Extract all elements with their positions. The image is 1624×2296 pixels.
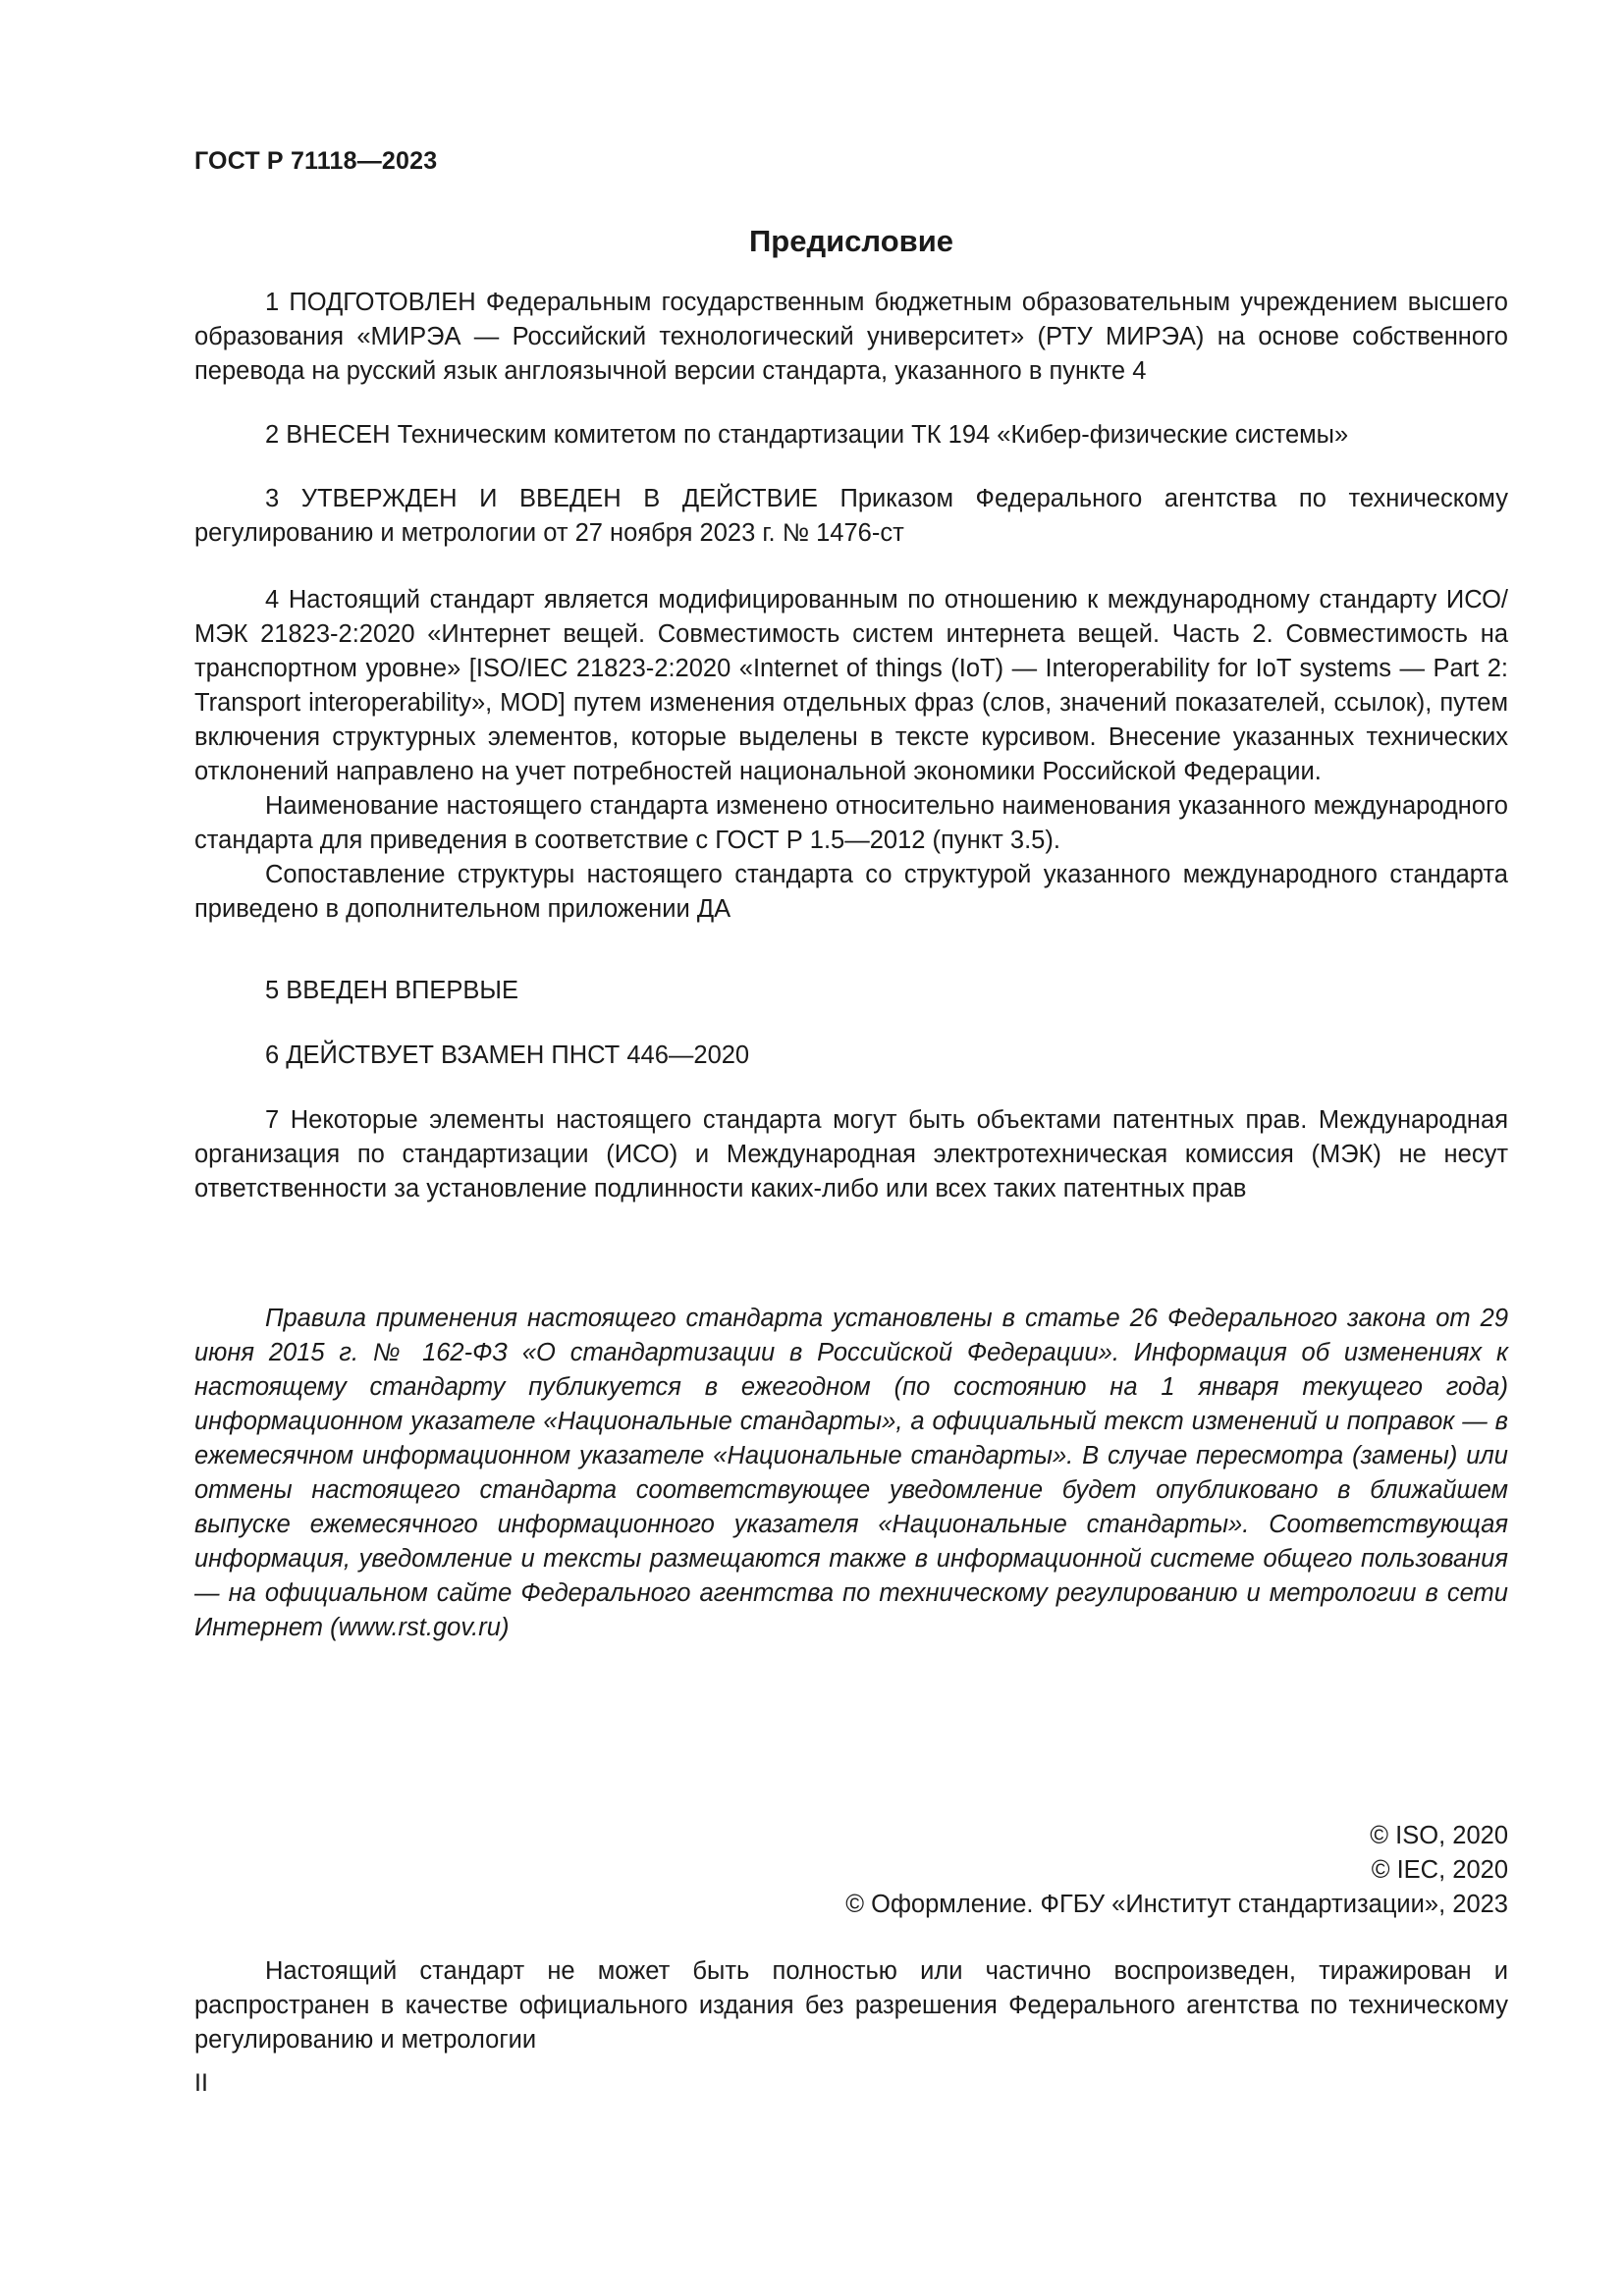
page-number: II xyxy=(194,2069,208,2097)
section-4-paragraph-3: Сопоставление структуры настоящего стандарта со структурой указанного международного стандарта приведено в дополнительном приложении ДА xyxy=(194,861,1508,923)
section-5 xyxy=(194,974,1508,1008)
copyright-iso: © ISO, 2020 xyxy=(1370,1822,1508,1849)
section-6 xyxy=(194,1039,1508,1073)
reproduction-notice-text: Настоящий стандарт не может быть полностью или частично воспроизведен, тиражирован и распространен в качестве официального издания без разрешения Федерального агентства по техническому регулированию и метрологии xyxy=(194,1957,1508,2054)
section-2-text: 2 ВНЕСЕН Техническим комитетом по стандартизации ТК 194 «Кибер-физические системы» xyxy=(265,421,1349,449)
reproduction-notice xyxy=(194,1954,1508,2057)
section-2 xyxy=(194,418,1508,453)
section-6-text: 6 ДЕЙСТВУЕТ ВЗАМЕН ПНСТ 446—2020 xyxy=(265,1041,750,1069)
section-7 xyxy=(194,1103,1508,1206)
section-5-text: 5 ВВЕДЕН ВПЕРВЫЕ xyxy=(265,977,519,1004)
document-code: ГОСТ Р 71118—2023 xyxy=(194,147,438,175)
section-4-paragraph-1: 4 Настоящий стандарт является модифицированным по отношению к международному стандарту ИСО/МЭК 21823-2:2020 «Интернет вещей. Совместимость систем интернета вещей. Часть 2. Совместимость на транспортном уровне» [ISO/IEC 21823-2:2020 «Internet of things (IoT) — Interoperability for IoT systems — Part 2: Transport interoperability», MOD] путем изменения отдельных фраз (слов, значений показателей, ссылок), путем включения структурных элементов, которые выделены в тексте курсивом. Внесение указанных технических отклонений направлено на учет потребностей национальной экономики Российской Федерации. xyxy=(194,586,1508,785)
section-1 xyxy=(194,286,1508,389)
section-4-paragraph-2: Наименование настоящего стандарта изменено относительно наименования указанного международного стандарта для приведения в соответствие с ГОСТ Р 1.5—2012 (пункт 3.5). xyxy=(194,792,1508,854)
section-3-text: 3 УТВЕРЖДЕН И ВВЕДЕН В ДЕЙСТВИЕ Приказом Федерального агентства по техническому регулированию и метрологии от 27 ноября 2023 г. № 1476-ст xyxy=(194,485,1508,547)
section-4 xyxy=(194,583,1508,927)
section-3 xyxy=(194,482,1508,551)
copyright-design: © Оформление. ФГБУ «Институт стандартизации», 2023 xyxy=(845,1891,1508,1918)
copyright-iec: © IEC, 2020 xyxy=(1371,1856,1508,1884)
section-1-text: 1 ПОДГОТОВЛЕН Федеральным государственным бюджетным образовательным учреждением высшего образования «МИРЭА — Российский технологический университет» (РТУ МИРЭА) на основе собственного перевода на русский язык англоязычной версии стандарта, указанного в пункте 4 xyxy=(194,289,1508,385)
copyright-block xyxy=(845,1819,1508,1922)
page-title: Предисловие xyxy=(748,224,953,258)
application-rules-text: Правила применения настоящего стандарта установлены в статье 26 Федерального закона от 29 июня 2015 г. № 162-ФЗ «О стандартизации в Российской Федерации». Информация об изменениях к настоящему стандарту публикуется в ежегодном (по состоянию на 1 января текущего года) информационном указателе «Национальные стандарты», а официальный текст изменений и поправок — в ежемесячном информационном указателе «Национальные стандарты». В случае пересмотра (замены) или отмены настоящего стандарта соответствующее уведомление будет опубликовано в ближайшем выпуске ежемесячного информационного указателя «Национальные стандарты». Соответствующая информация, уведомление и тексты размещаются также в информационной системе общего пользования — на официальном сайте Федерального агентства по техническому регулированию и метрологии в сети Интернет (www.rst.gov.ru) xyxy=(194,1305,1508,1641)
section-7-text: 7 Некоторые элементы настоящего стандарта могут быть объектами патентных прав. Международная организация по стандартизации (ИСО) и Международная электротехническая комиссия (МЭК) не несут ответственности за установление подлинности каких-либо или всех таких патентных прав xyxy=(194,1106,1508,1202)
